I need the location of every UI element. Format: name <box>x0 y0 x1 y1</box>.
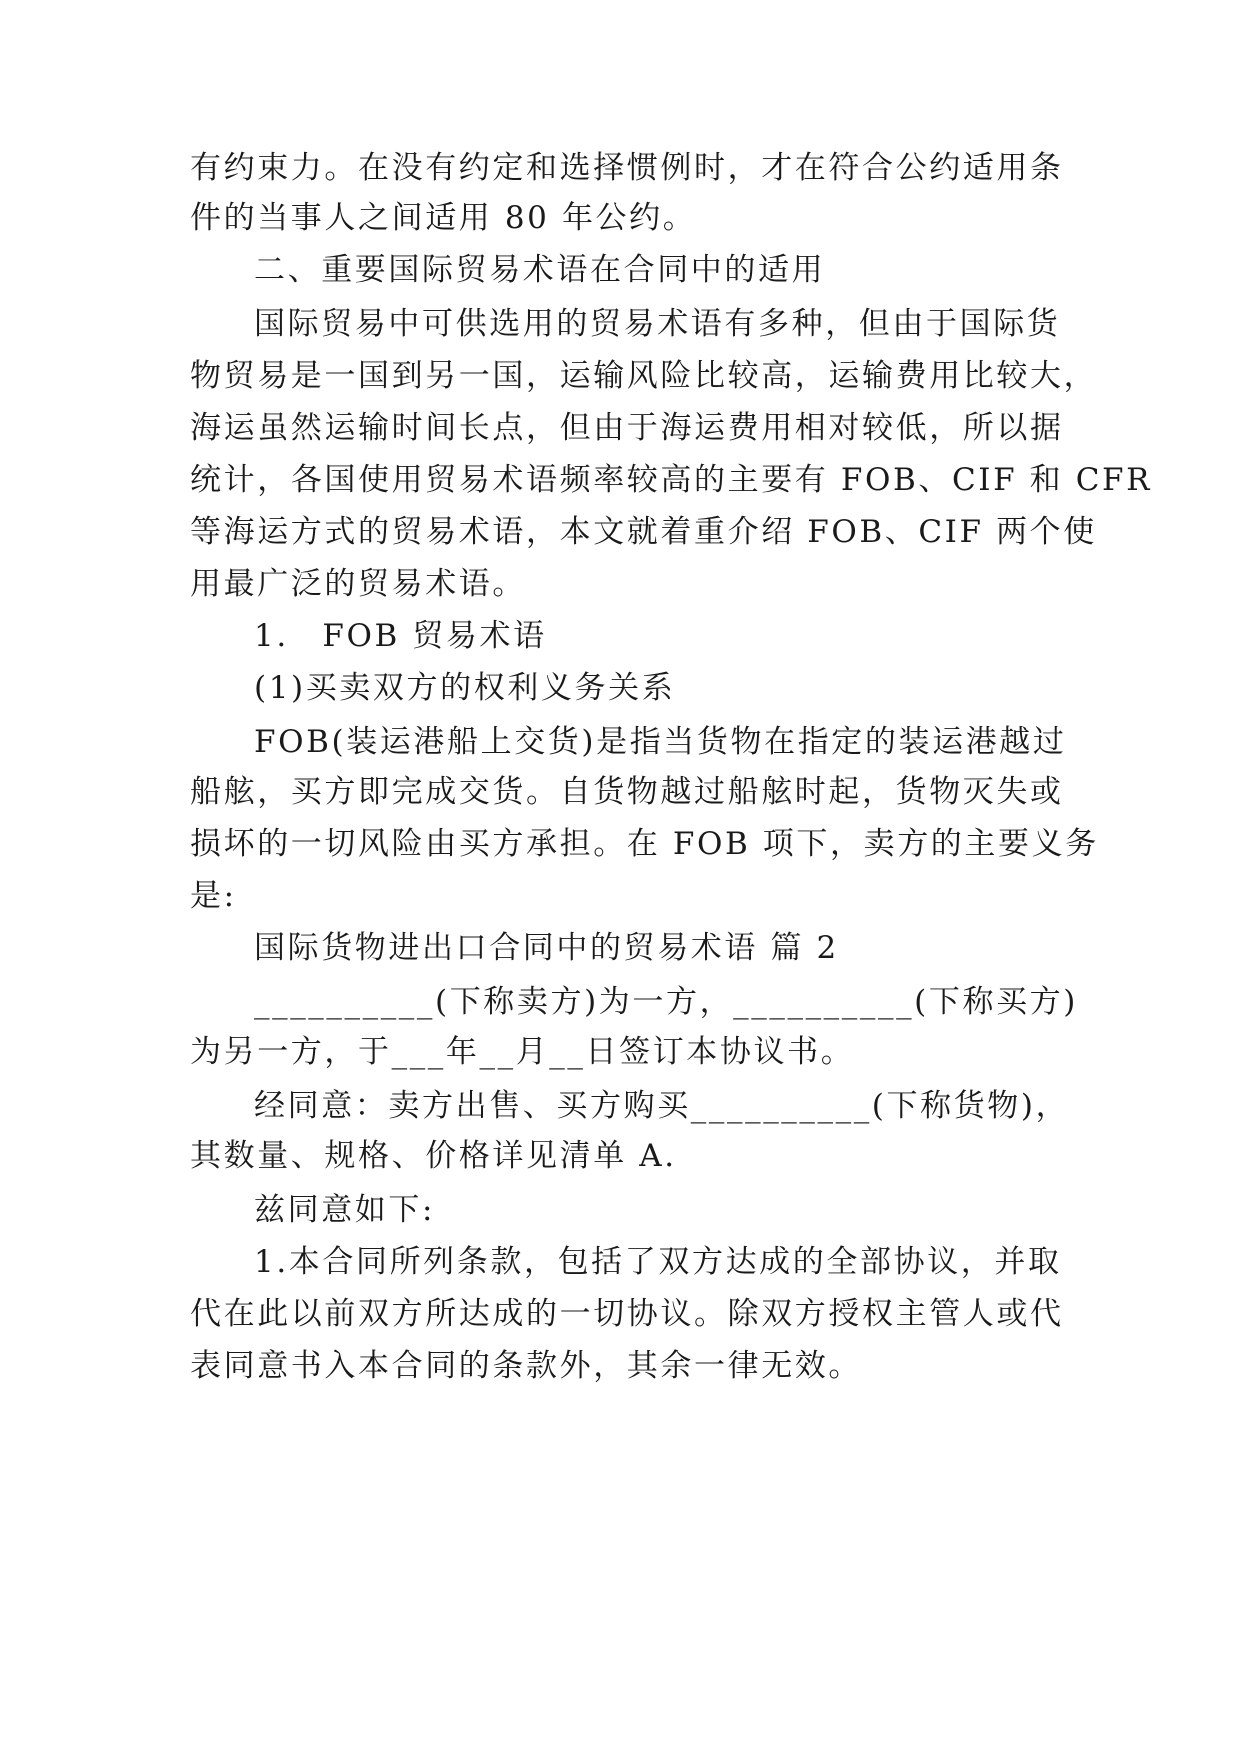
paragraph-line: 有约束力。在没有约定和选择惯例时，才在符合公约适用条 <box>190 150 1064 186</box>
paragraph-line: 件的当事人之间适用 80 年公约。 <box>190 200 697 236</box>
paragraph-line: 船舷，买方即完成交货。自货物越过船舷时起，货物灭失或 <box>190 774 1064 810</box>
paragraph-line: 表同意书入本合同的条款外，其余一律无效。 <box>190 1348 862 1384</box>
paragraph-line: 代在此以前双方所达成的一切协议。除双方授权主管人或代 <box>190 1296 1064 1332</box>
paragraph-line: 为另一方，于___年__月__日签订本协议书。 <box>190 1034 855 1070</box>
paragraph-line: 用最广泛的贸易术语。 <box>190 566 526 602</box>
paragraph-line: 兹同意如下: <box>254 1192 436 1228</box>
paragraph-line: 1.本合同所列条款，包括了双方达成的全部协议，并取 <box>254 1244 1062 1280</box>
subsection-heading: 1. FOB 贸易术语 <box>254 618 547 654</box>
paragraph-line: 等海运方式的贸易术语，本文就着重介绍 FOB、CIF 两个使 <box>190 514 1097 550</box>
document-title: 国际货物进出口合同中的贸易术语 篇 2 <box>254 930 839 966</box>
section-heading: 二、重要国际贸易术语在合同中的适用 <box>254 252 826 288</box>
paragraph-line: 是: <box>190 878 237 914</box>
paragraph-line: 损坏的一切风险由买方承担。在 FOB 项下，卖方的主要义务 <box>190 826 1099 862</box>
paragraph-line: 其数量、规格、价格详见清单 A. <box>190 1138 677 1174</box>
paragraph-line: __________(下称卖方)为一方，__________(下称买方) <box>254 984 1078 1020</box>
paragraph-line: 统计，各国使用贸易术语频率较高的主要有 FOB、CIF 和 CFR <box>190 462 1153 498</box>
paragraph-line: 海运虽然运输时间长点，但由于海运费用相对较低，所以据 <box>190 410 1064 446</box>
paragraph-line: 国际贸易中可供选用的贸易术语有多种，但由于国际货 <box>254 306 1061 342</box>
paragraph-line: FOB(装运港船上交货)是指当货物在指定的装运港越过 <box>254 724 1067 760</box>
paragraph-line: 经同意：卖方出售、买方购买__________(下称货物)， <box>254 1088 1070 1124</box>
subsection-heading: (1)买卖双方的权利义务关系 <box>254 670 676 706</box>
paragraph-line: 物贸易是一国到另一国，运输风险比较高，运输费用比较大， <box>190 358 1098 394</box>
